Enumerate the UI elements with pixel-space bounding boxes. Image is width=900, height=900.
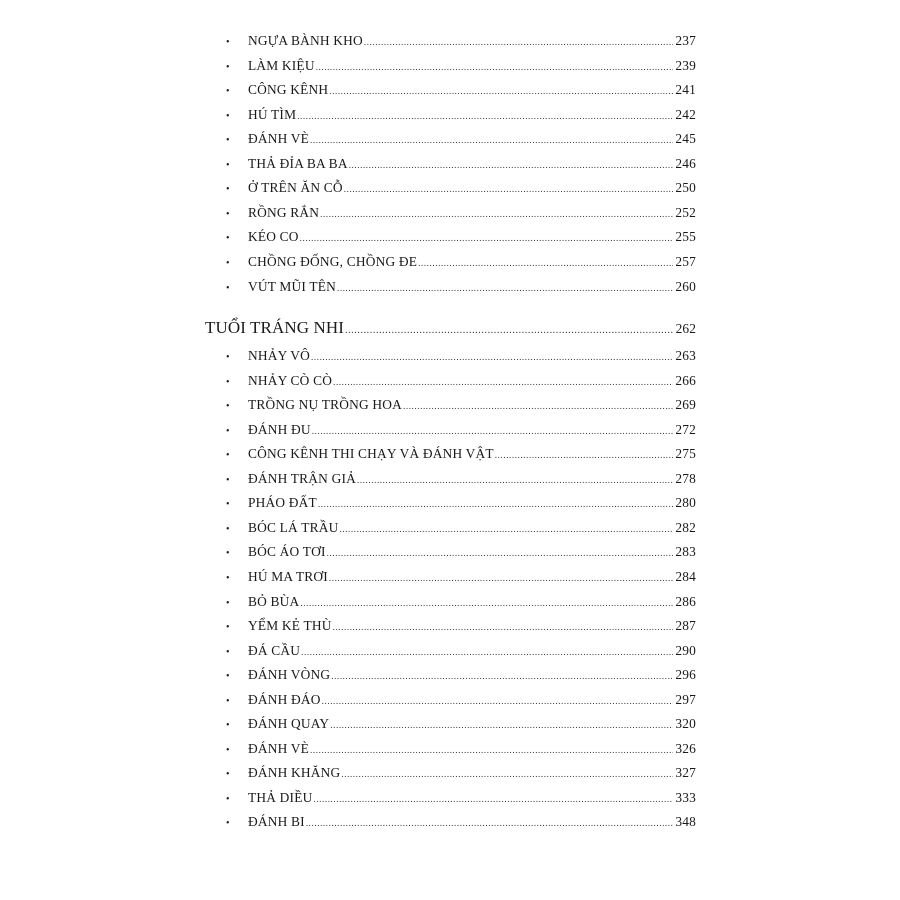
bullet-icon: • — [226, 282, 230, 294]
toc-entry[interactable] — [226, 397, 696, 413]
toc-entry-label: THẢ DIỀU — [248, 789, 313, 805]
toc-entry-page-number: 297 — [675, 691, 696, 707]
toc-entry[interactable] — [226, 180, 696, 196]
dot-leader — [333, 377, 673, 387]
toc-entry-page-number: 237 — [675, 33, 696, 48]
toc-entry-label: CÔNG KÊNH — [248, 82, 329, 98]
bullet-icon: • — [226, 499, 230, 511]
bullet-icon: • — [226, 110, 230, 122]
bullet-icon: • — [226, 474, 230, 486]
toc-entry-page-number: 257 — [675, 253, 696, 269]
toc-entry[interactable] — [226, 495, 696, 511]
bullet-icon: • — [226, 622, 230, 634]
toc-entry[interactable] — [226, 765, 696, 781]
toc-entry-page-number: 246 — [675, 155, 696, 171]
toc-entry[interactable] — [226, 569, 696, 585]
bullet-icon: • — [226, 548, 230, 560]
toc-entry-page-number: 282 — [675, 519, 696, 535]
toc-entry-label: ĐÁNH TRẬN GIẢ — [248, 470, 356, 486]
toc-entry-label: KÉO CO — [248, 229, 299, 245]
toc-entry-label: HÚ TÌM — [248, 106, 297, 122]
toc-entry-label: PHÁO ĐẤT — [248, 495, 317, 511]
bullet-icon: • — [226, 720, 230, 732]
toc-entry-page-number: 272 — [675, 421, 696, 437]
bullet-icon: • — [226, 159, 230, 171]
toc-entry[interactable] — [226, 131, 696, 147]
dot-leader — [300, 598, 673, 608]
toc-entry-page-number: 287 — [675, 618, 696, 634]
dot-leader — [364, 37, 673, 47]
toc-entry-label: RỒNG RẮN — [248, 204, 320, 220]
toc-entry-page-number: 284 — [675, 568, 696, 584]
toc-entry-label: ĐÁNH QUAY — [248, 716, 330, 732]
toc-entry[interactable] — [226, 156, 696, 172]
toc-entry-page-number: 320 — [675, 716, 696, 732]
toc-entry-label: LÀM KIỆU — [248, 57, 315, 73]
toc-entry-page-number: 266 — [675, 372, 696, 388]
toc-entry-label: CHỒNG ĐỐNG, CHỒNG ĐE — [248, 253, 418, 269]
toc-entry[interactable] — [226, 716, 696, 732]
dot-leader — [301, 647, 673, 657]
toc-entry-page-number: 278 — [675, 470, 696, 486]
toc-entry-label: BÓC ÁO TƠI — [248, 544, 326, 560]
dot-leader — [329, 573, 673, 583]
dot-leader — [329, 86, 673, 96]
dot-leader — [345, 325, 674, 336]
toc-entry[interactable] — [226, 205, 696, 221]
dot-leader — [403, 401, 673, 411]
bullet-icon: • — [226, 233, 230, 245]
toc-entry-label: BÓC LÁ TRẦU — [248, 519, 339, 535]
toc-entry[interactable] — [226, 741, 696, 757]
toc-entry-page-number: 242 — [675, 106, 696, 122]
toc-entry-page-number: 283 — [675, 544, 696, 560]
toc-entry-label: ĐÁNH VÈ — [248, 131, 310, 147]
dot-leader — [333, 622, 674, 632]
bullet-icon: • — [226, 450, 230, 462]
toc-entry-label: HÚ MA TRƠI — [248, 568, 328, 584]
toc-entry[interactable] — [226, 790, 696, 806]
toc-entry-page-number: 348 — [675, 814, 696, 830]
toc-entry-label: CÔNG KÊNH THI CHẠY VÀ ĐÁNH VẬT — [248, 446, 494, 462]
dot-leader — [357, 475, 673, 485]
toc-entry-page-number: 255 — [675, 229, 696, 245]
toc-entry-page-number: 241 — [675, 82, 696, 98]
toc-entry[interactable] — [226, 667, 696, 683]
bullet-icon: • — [226, 523, 230, 535]
toc-entry[interactable] — [226, 618, 696, 634]
dot-leader — [297, 111, 673, 121]
dot-leader — [300, 233, 674, 243]
toc-entry-page-number: 290 — [675, 642, 696, 658]
toc-entry[interactable] — [226, 348, 696, 364]
toc-entry-label: THẢ ĐỈA BA BA — [248, 155, 348, 171]
bullet-icon: • — [226, 376, 230, 388]
toc-entry-label: NGỰA BÀNH KHO — [248, 33, 363, 48]
toc-entry[interactable] — [226, 544, 696, 560]
toc-entry-page-number: 263 — [675, 348, 696, 363]
dot-leader — [330, 720, 673, 730]
toc-entry-page-number: 333 — [675, 789, 696, 805]
section-title: TUỔI TRÁNG NHI — [205, 318, 344, 337]
dot-leader — [327, 548, 674, 558]
bullet-icon: • — [226, 793, 230, 805]
dot-leader — [311, 352, 673, 362]
bullet-icon: • — [226, 61, 230, 73]
toc-entry-page-number: 239 — [675, 57, 696, 73]
toc-entry-label: ĐÁNH VÒNG — [248, 667, 331, 683]
toc-entry-label: ĐÁNH ĐU — [248, 421, 311, 437]
toc-entry-label: ĐÁNH ĐÁO — [248, 691, 321, 707]
toc-entry-page-number: 286 — [675, 593, 696, 609]
toc-entry[interactable] — [226, 107, 696, 123]
toc-entry-label: Ở TRÊN ĂN CỖ — [248, 180, 343, 196]
toc-entry[interactable] — [226, 520, 696, 536]
bullet-icon: • — [226, 425, 230, 437]
dot-leader — [341, 769, 673, 779]
toc-entry-label: ĐÁ CẦU — [248, 642, 301, 658]
toc-entry-page-number: 252 — [675, 204, 696, 220]
bullet-icon: • — [226, 597, 230, 609]
dot-leader — [320, 209, 673, 219]
toc-entry[interactable] — [226, 229, 696, 245]
toc-entry[interactable] — [226, 643, 696, 659]
dot-leader — [318, 499, 673, 509]
dot-leader — [340, 524, 674, 534]
toc-entry[interactable] — [226, 422, 696, 438]
dot-leader — [312, 426, 674, 436]
toc-entry[interactable] — [226, 279, 696, 295]
bullet-icon: • — [226, 818, 230, 830]
dot-leader — [316, 62, 674, 72]
dot-leader — [310, 745, 673, 755]
toc-entry-page-number: 260 — [675, 278, 696, 294]
bullet-icon: • — [226, 744, 230, 756]
dot-leader — [331, 671, 673, 681]
toc-entry[interactable] — [226, 446, 696, 462]
toc-entry[interactable] — [226, 33, 696, 49]
toc-entry[interactable] — [226, 692, 696, 708]
dot-leader — [310, 135, 673, 145]
bullet-icon: • — [226, 208, 230, 220]
bullet-icon: • — [226, 86, 230, 98]
toc-entry-page-number: 269 — [675, 397, 696, 413]
bullet-icon: • — [226, 671, 230, 683]
bullet-icon: • — [226, 646, 230, 658]
bullet-icon: • — [226, 352, 230, 363]
toc-entry-label: ĐÁNH VÈ — [248, 740, 310, 756]
bullet-icon: • — [226, 401, 230, 413]
toc-entry-label: TRỒNG NỤ TRỒNG HOA — [248, 397, 402, 413]
toc-entry[interactable] — [226, 82, 696, 98]
toc-entry-page-number: 275 — [675, 446, 696, 462]
dot-leader — [344, 184, 674, 194]
toc-entry-label: ĐÁNH KHĂNG — [248, 765, 341, 781]
toc-entry[interactable] — [226, 471, 696, 487]
section-page-number: 262 — [675, 321, 696, 336]
toc-entry-page-number: 250 — [675, 180, 696, 196]
bullet-icon: • — [226, 572, 230, 584]
bullet-icon: • — [226, 769, 230, 781]
toc-entry-page-number: 280 — [675, 495, 696, 511]
toc-entry-label: ĐÁNH BI — [248, 814, 305, 830]
dot-leader — [418, 258, 673, 268]
toc-entry[interactable] — [226, 58, 696, 74]
dot-leader — [337, 283, 673, 293]
toc-entry-page-number: 245 — [675, 131, 696, 147]
bullet-icon: • — [226, 257, 230, 269]
toc-entry-label: YỂM KẺ THÙ — [248, 618, 332, 634]
dot-leader — [313, 794, 673, 804]
dot-leader — [322, 696, 674, 706]
toc-entry[interactable] — [226, 814, 696, 830]
bullet-icon: • — [226, 184, 230, 196]
toc-entry-label: VÚT MŨI TÊN — [248, 278, 336, 294]
toc-entry-page-number: 296 — [675, 667, 696, 683]
bullet-icon: • — [226, 135, 230, 147]
toc-entry[interactable] — [226, 594, 696, 610]
dot-leader — [349, 160, 674, 170]
toc-entry-label: BỎ BÙA — [248, 593, 300, 609]
toc-entry[interactable] — [226, 373, 696, 389]
dot-leader — [306, 818, 673, 828]
toc-entry[interactable] — [226, 254, 696, 270]
toc-entry-label: NHẢY CÒ CÒ — [248, 372, 333, 388]
toc-section-heading[interactable] — [205, 318, 696, 338]
dot-leader — [495, 450, 674, 460]
bullet-icon: • — [226, 37, 230, 48]
toc-entry-label: NHẢY VÔ — [248, 348, 311, 363]
toc-entry-page-number: 326 — [675, 740, 696, 756]
toc-entry-page-number: 327 — [675, 765, 696, 781]
bullet-icon: • — [226, 695, 230, 707]
